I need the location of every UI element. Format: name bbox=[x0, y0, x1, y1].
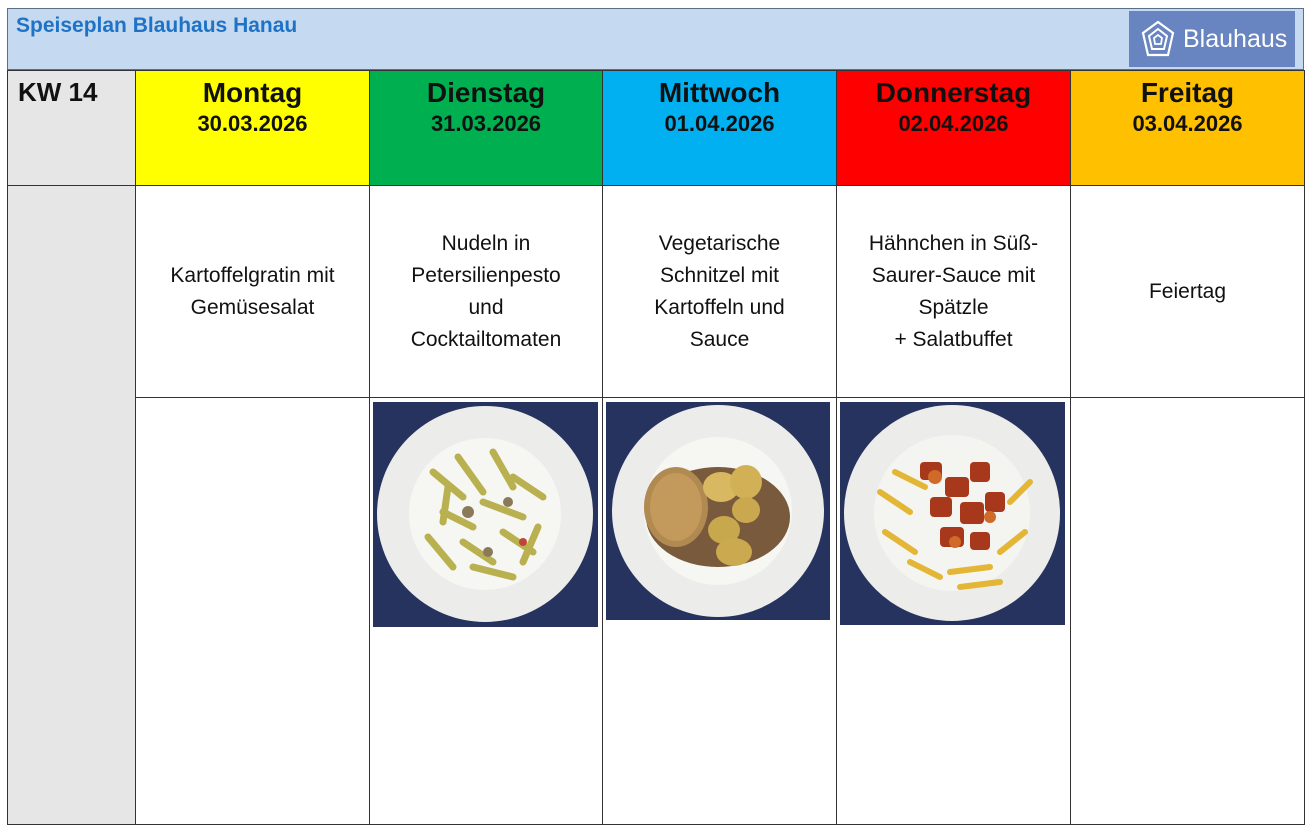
menu-row bbox=[8, 186, 1305, 398]
chicken-spaetzle-photo bbox=[840, 402, 1065, 625]
day-header-wednesday bbox=[603, 71, 837, 186]
schnitzel-photo bbox=[606, 402, 830, 620]
page-title: Speiseplan Blauhaus Hanau bbox=[16, 14, 298, 37]
day-date: 03.04.2026 bbox=[1132, 111, 1243, 136]
menu-cell-friday bbox=[1071, 186, 1305, 398]
menu-cell-tuesday bbox=[370, 186, 603, 398]
house-logo-icon bbox=[1141, 20, 1175, 58]
penne-pesto-photo bbox=[373, 402, 598, 627]
menu-text: Hähnchen in Süß- Saurer-Sauce mit Spätzle + Salatbuffet bbox=[868, 231, 1039, 351]
menu-text: Vegetarische Schnitzel mit Kartoffeln und Sauce bbox=[654, 231, 785, 351]
photo-cell-tuesday bbox=[370, 398, 603, 825]
logo-text: Blauhaus bbox=[1183, 24, 1288, 53]
day-date: 31.03.2026 bbox=[430, 111, 542, 136]
day-date: 02.04.2026 bbox=[898, 111, 1009, 136]
photo-cell-thursday bbox=[837, 398, 1071, 825]
day-name: Donnerstag bbox=[875, 77, 1032, 108]
day-header-tuesday bbox=[370, 71, 603, 186]
day-header-monday bbox=[136, 71, 370, 186]
day-name: Montag bbox=[202, 77, 303, 108]
week-label: KW 14 bbox=[8, 71, 136, 186]
menu-text: Kartoffelgratin mit Gemüsesalat bbox=[170, 263, 335, 319]
day-date: 30.03.2026 bbox=[197, 111, 308, 136]
menu-text: Nudeln in Petersilienpesto und Cocktailtomaten bbox=[410, 231, 562, 351]
menu-text: Feiertag bbox=[1148, 279, 1227, 303]
blauhaus-logo bbox=[1129, 11, 1295, 67]
week-column bbox=[8, 186, 136, 825]
day-date: 01.04.2026 bbox=[664, 111, 775, 136]
menu-plan bbox=[7, 8, 1304, 827]
day-header-thursday bbox=[837, 71, 1071, 186]
menu-cell-thursday bbox=[837, 186, 1071, 398]
photo-cell-friday bbox=[1071, 398, 1305, 825]
photo-cell-monday bbox=[136, 398, 370, 825]
day-header-row bbox=[8, 71, 1305, 186]
day-name: Freitag bbox=[1140, 77, 1235, 108]
menu-cell-monday bbox=[136, 186, 370, 398]
day-header-friday bbox=[1071, 71, 1305, 186]
day-name: Mittwoch bbox=[658, 77, 781, 108]
photo-cell-wednesday bbox=[603, 398, 837, 825]
header-band bbox=[7, 8, 1304, 70]
menu-table bbox=[7, 70, 1305, 825]
day-name: Dienstag bbox=[426, 77, 546, 108]
photo-row bbox=[8, 398, 1305, 825]
menu-cell-wednesday bbox=[603, 186, 837, 398]
